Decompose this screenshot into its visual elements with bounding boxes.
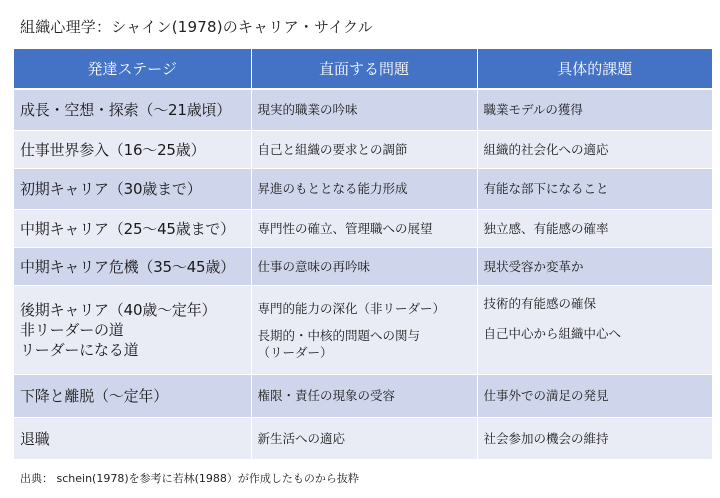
task-cell — [477, 89, 712, 131]
issue-text: 現実的職業の吟味 — [257, 102, 358, 117]
stage-cell — [14, 248, 251, 286]
stage-cell — [14, 418, 251, 460]
header-issue: 直面する問題 — [251, 49, 477, 89]
task-text: 現状受容か変革か — [483, 258, 584, 274]
task-cell — [477, 131, 712, 169]
issue-text-non-leader: 専門的能力の深化（非リーダー） — [257, 301, 446, 316]
issue-cell — [251, 375, 477, 418]
stage-cell — [14, 210, 251, 248]
task-text-leader: 自己中心から組織中心へ — [483, 326, 622, 341]
task-text: 職業モデルの獲得 — [483, 102, 583, 117]
stage-cell — [14, 286, 251, 375]
issue-cell — [251, 210, 477, 248]
header-stage: 発達ステージ — [14, 49, 251, 89]
issue-text: 権限・責任の現象の受容 — [257, 388, 396, 403]
stage-cell — [14, 375, 251, 418]
stage-text: 成長・空想・探索（〜21歳頃） — [20, 101, 232, 119]
issue-cell — [251, 248, 477, 286]
task-text: 独立感、有能感の確率 — [483, 220, 609, 236]
table-row — [14, 248, 712, 286]
issue-cell — [251, 169, 477, 210]
task-text: 有能な部下になること — [483, 181, 609, 196]
task-text: 組織的社会化への適応 — [483, 141, 609, 157]
stage-text: 下降と離脱（〜定年） — [20, 387, 169, 405]
stage-subtext-non-leader: 非リーダーの道 — [20, 321, 124, 339]
issue-text-leader-cont: （リーダー） — [257, 345, 333, 360]
stage-text: 中期キャリア危機（35〜45歳） — [20, 257, 235, 276]
stage-text: 退職 — [20, 429, 50, 448]
table-row — [14, 169, 712, 210]
stage-text: 後期キャリア（40歳〜定年） — [20, 301, 217, 319]
issue-text-leader: 長期的・中核的問題への関与 — [257, 328, 421, 343]
task-cell — [477, 375, 712, 418]
stage-cell — [14, 131, 251, 169]
task-cell — [477, 210, 712, 248]
issue-cell — [251, 89, 477, 131]
task-cell — [477, 418, 712, 460]
table-row — [14, 375, 712, 418]
page-title: 組織心理学：シャイン(1978)のキャリア・サイクル — [20, 18, 373, 36]
stage-text: 仕事世界参入（16〜25歳） — [20, 140, 206, 159]
career-cycle-table — [14, 49, 712, 460]
issue-text: 仕事の意味の再吟味 — [257, 258, 371, 274]
issue-text: 専門性の確立、管理職への展望 — [257, 220, 433, 236]
issue-cell — [251, 286, 477, 375]
issue-cell — [251, 131, 477, 169]
table-row — [14, 418, 712, 460]
table-row — [14, 89, 712, 131]
stage-subtext-leader: リーダーになる道 — [20, 341, 139, 359]
task-text-non-leader: 技術的有能感の確保 — [483, 296, 597, 311]
stage-cell — [14, 89, 251, 131]
task-text: 仕事外での満足の発見 — [483, 388, 609, 403]
stage-cell — [14, 169, 251, 210]
issue-text: 自己と組織の要求との調節 — [257, 141, 408, 157]
task-text: 社会参加の機会の維持 — [483, 430, 609, 446]
table-row — [14, 286, 712, 375]
stage-text: 初期キャリア（30歳まで） — [20, 180, 202, 198]
stage-text: 中期キャリア（25〜45歳まで） — [20, 219, 235, 238]
task-cell — [477, 169, 712, 210]
issue-cell — [251, 418, 477, 460]
source-citation: 出典： schein(1978)を参考に若林(1988）が作成したものから抜粋 — [20, 472, 359, 485]
table-row — [14, 210, 712, 248]
header-task: 具体的課題 — [477, 49, 712, 89]
task-cell — [477, 248, 712, 286]
issue-text: 昇進のもととなる能力形成 — [257, 181, 408, 196]
table-header-row — [14, 49, 712, 89]
task-cell — [477, 286, 712, 375]
issue-text: 新生活への適応 — [257, 430, 346, 446]
table-row — [14, 131, 712, 169]
